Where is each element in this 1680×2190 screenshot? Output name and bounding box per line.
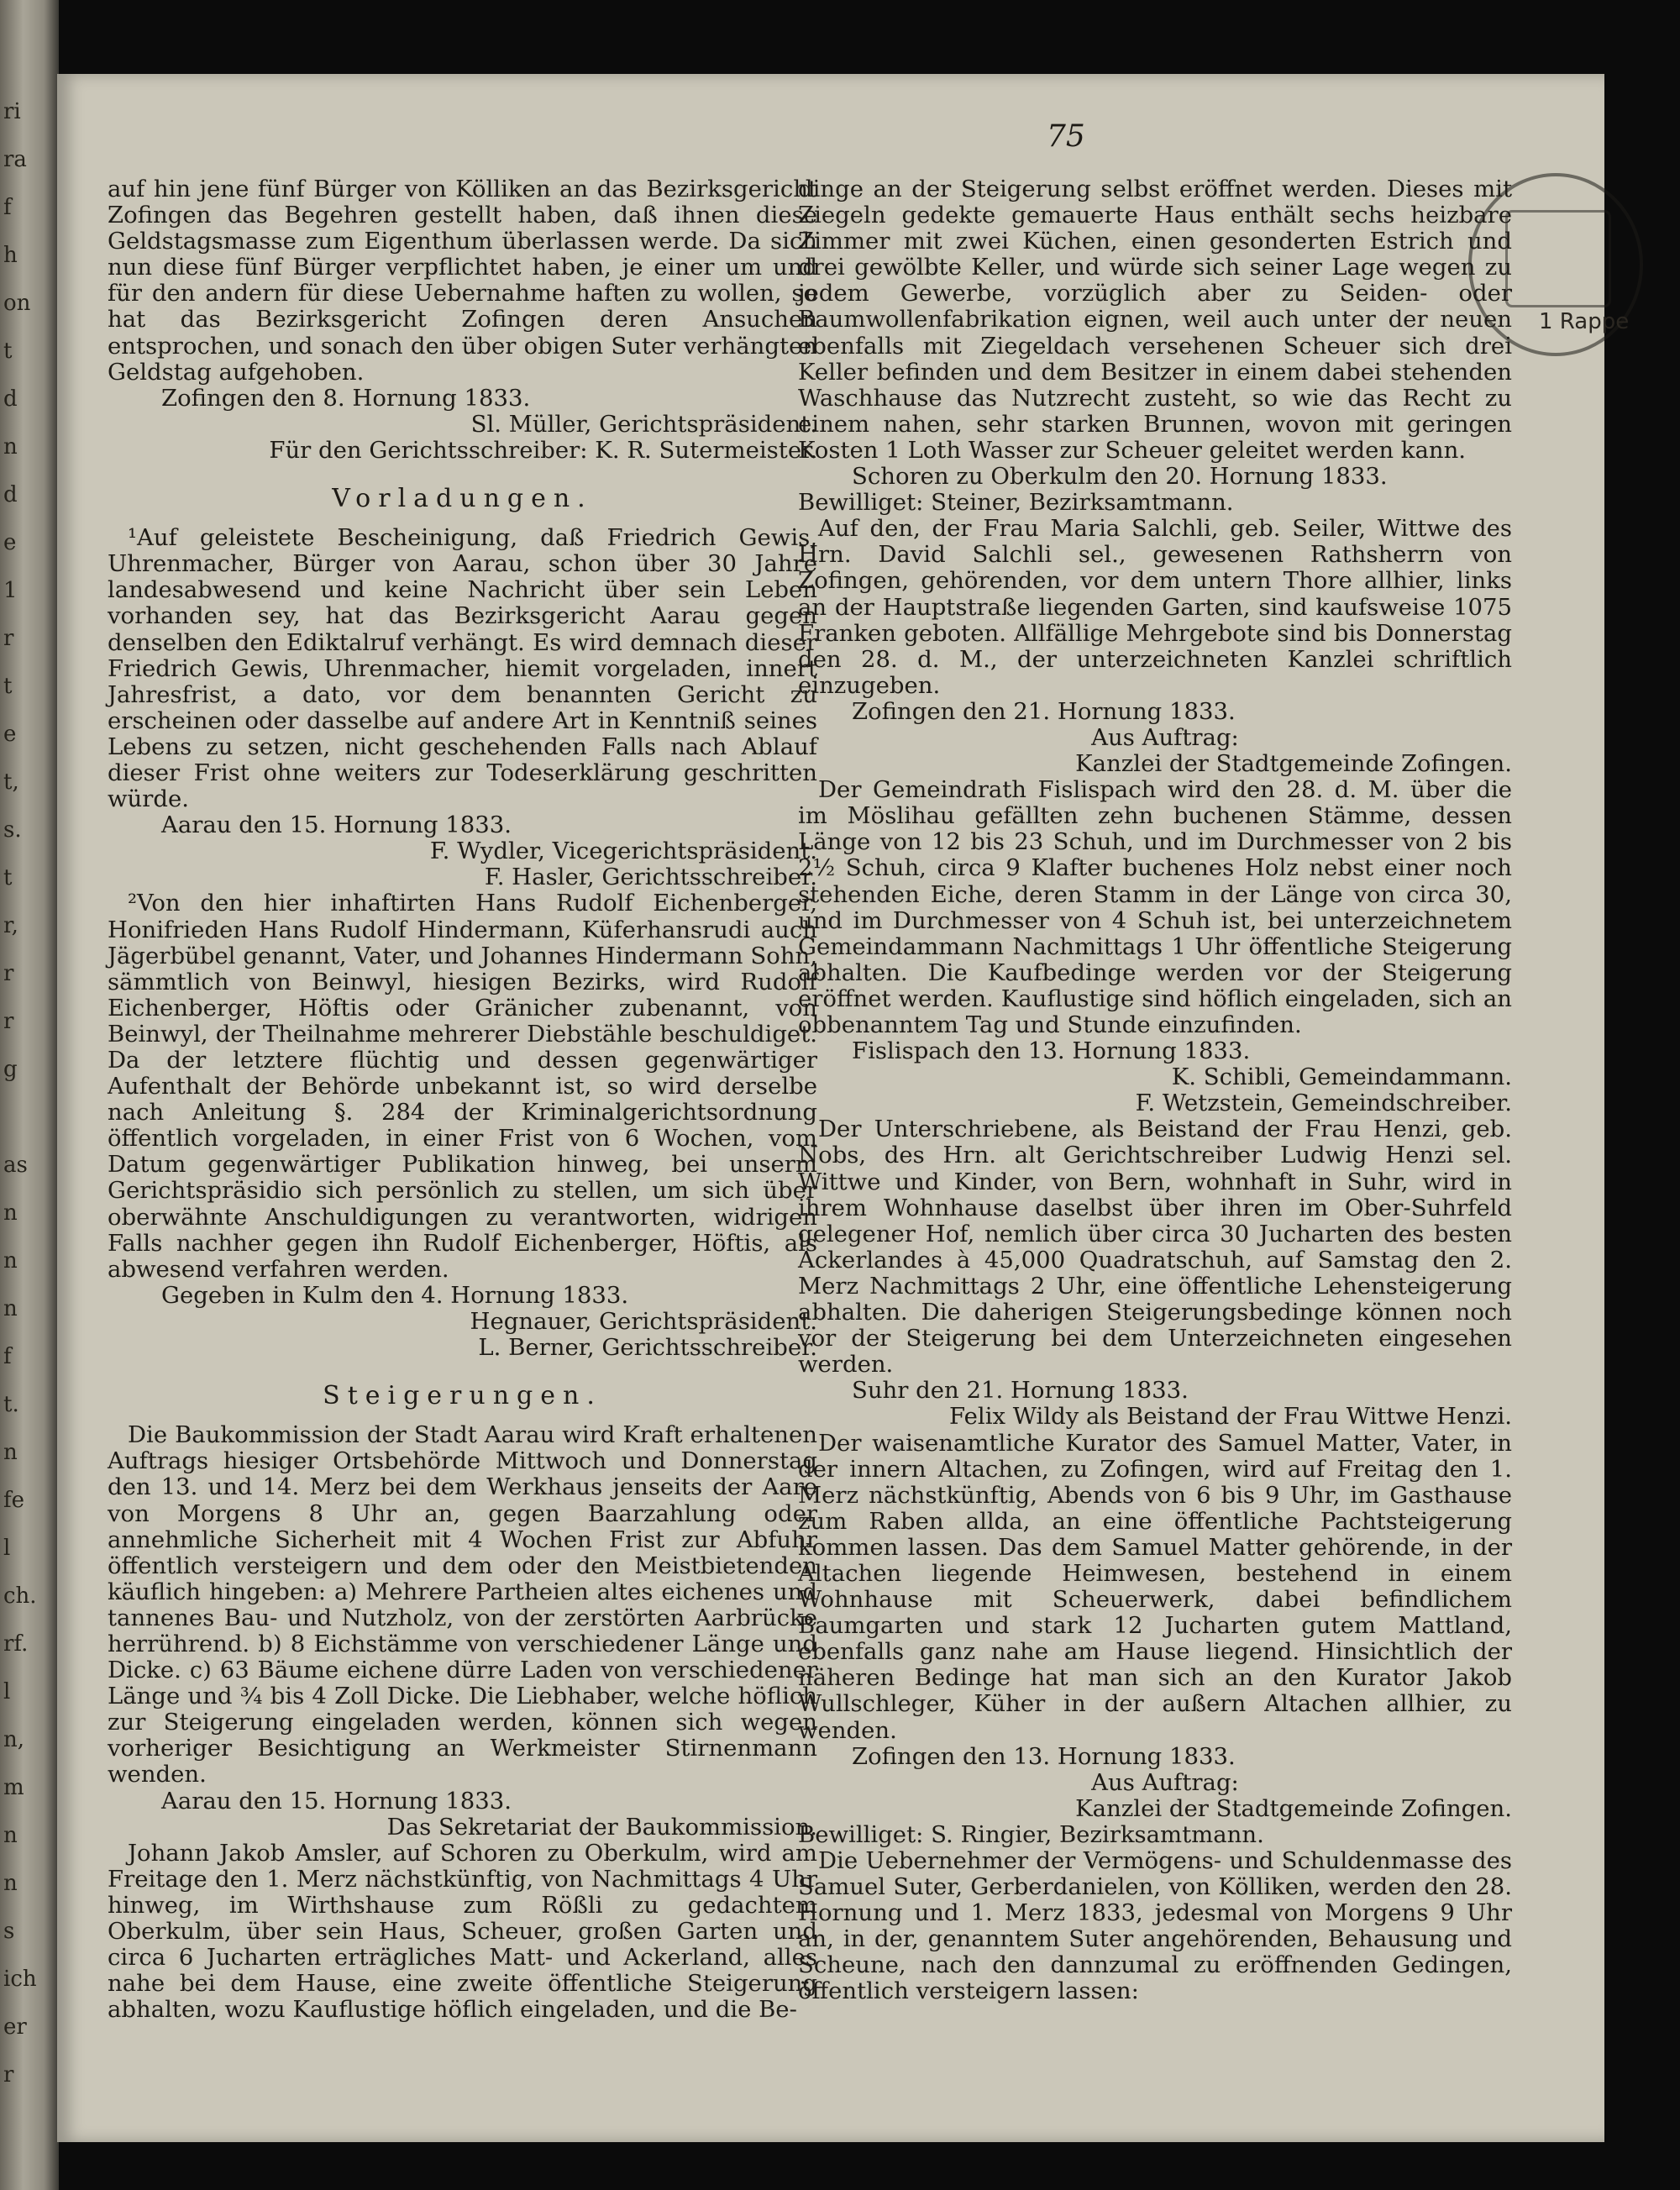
left-column [108,176,817,2023]
notice-line: Fislispach den 13. Hornung 1833. [852,1037,1251,1065]
margin-fragment: n [3,1871,18,1896]
right-column [798,176,1512,2005]
margin-fragment: t [3,674,13,699]
margin-fragment: t [3,865,13,890]
notice-paragraph: Der Unterschriebene, als Beistand der Frau Henzi, geb. Nobs, des Hrn. alt Gerichtschreiber Ludwig Henzi sel. Wittwe und Kinder, von Bern, wohnhaft in Suhr, wird in ihrem Wohnhause daselbst über ihren im Ober-Suhrfeld gelegener Hof, nemlich über circa 30 Jucharten des besten Ackerlandes à 45,000 Quadratschuh, auf Samstag den 2. Merz Nachmittags 2 Uhr, eine öffentliche Lehensteigerung abhalten. Die daherigen Steigerungsbedinge können noch vor der Steigerung bei dem Unterzeichneten eingesehen werden. [798,1116,1512,1379]
margin-fragment: r [3,1009,14,1034]
section-heading: Steigerungen. [323,1381,602,1411]
notice-line: Felix Wildy als Beistand der Frau Wittwe Henzi. [949,1403,1512,1431]
margin-fragment: r, [3,913,18,938]
notice-paragraph: ¹Auf geleistete Bescheinigung, daß Friedrich Gewis, Uhrenmacher, Bürger von Aarau, schon über 30 Jahre landesabwesend und keine Nachricht über sein Leben vorhanden sey, hat das Bezirksgericht Aarau gegen denselben den Ediktalruf verhängt. Es wird demnach dieser Friedrich Gewis, Uhrenmacher, hiemit vorgeladen, innert Jahresfrist, a dato, vor dem benannten Gericht zu erscheinen oder dasselbe auf andere Art in Kenntniß seines Lebens zu setzen, nicht geschehenden Falls nach Ablauf dieser Frist ohne weiters zur Todeserklärung geschritten würde. [108,524,817,813]
section-heading: Vorladungen. [332,484,593,514]
margin-fragment: er [3,2014,27,2040]
stamp-emblem-icon [1505,210,1611,307]
margin-fragment: t. [3,1392,19,1417]
margin-fragment: n [3,1440,18,1465]
notice-paragraph: dinge an der Steigerung selbst eröffnet werden. Dieses mit Ziegeln gedekte gemauerte Haus enthält sechs heizbare Zimmer mit zwei Küchen, einen gesonderten Estrich und drei gewölbte Keller, und würde sich seiner Lage wegen zu jedem Gewerbe, vorzüglich aber zu Seiden- oder Baumwollenfabrikation eignen, weil auch unter der neuen ebenfalls mit Ziegeldach versehenen Scheuer sich drei Keller befinden und dem Besitzer in einem dabei stehenden Waschhause das Nutzrecht zusteht, so wie das Recht zu einem nahen, sehr starken Brunnen, wovon mit geringen Kosten 1 Loth Wasser zur Scheuer geleitet werden kann. [798,176,1512,464]
notice-line: Aarau den 15. Hornung 1833. [161,811,512,839]
notice-paragraph: Auf den, der Frau Maria Salchli, geb. Seiler, Wittwe des Hrn. David Salchli sel., gewesenen Rathsherrn von Zofingen, gehörenden, vor dem untern Thore allhier, links an der Hauptstraße liegenden Garten, sind kaufsweise 1075 Franken geboten. Allfällige Mehrgebote sind bis Donnerstag den 28. d. M., der unterzeichneten Kanzlei schriftlich einzugeben. [798,515,1512,699]
notice-paragraph: Bewilliget: S. Ringier, Bezirksamtmann. [798,1820,1264,1848]
page-number: 75 [1047,119,1085,154]
margin-fragment: as [3,1153,28,1178]
margin-fragment: e [3,530,17,555]
book-spine [0,0,59,2190]
notice-line: Zofingen den 8. Hornung 1833. [161,384,531,412]
notice-line: Aarau den 15. Hornung 1833. [161,1787,512,1814]
margin-fragment: ch. [3,1583,37,1609]
notice-line: Zofingen den 21. Hornung 1833. [852,697,1236,725]
notice-line: Kanzlei der Stadtgemeinde Zofingen. [1075,750,1512,778]
newspaper-page [57,74,1630,2142]
notice-line: Suhr den 21. Hornung 1833. [852,1377,1189,1405]
margin-fragment: d [3,482,18,507]
notice-line: Kanzlei der Stadtgemeinde Zofingen. [1075,1794,1512,1822]
notice-line: Aus Auftrag: [1091,723,1239,751]
notice-paragraph: Der waisenamtliche Kurator des Samuel Matter, Vater, in der innern Altachen, zu Zofingen, wird auf Freitag den 1. Merz nächstkünftig, Abends von 6 bis 9 Uhr, im Gasthause zum Raben allda, an eine öffentliche Pachtsteigerung kommen lassen. Das dem Samuel Matter gehörende, in der Altachen liegende Heimwesen, bestehend in einem Wohnhause mit Scheuerwerk, dabei befindlichem Baumgarten und stark 12 Jucharten gutem Mattland, ebenfalls ganz nahe am Hause liegend. Hinsichtlich der näheren Bedinge hat man sich an den Kurator Jakob Wullschleger, Küher in der außern Altachen allhier, zu wenden. [798,1429,1512,1744]
notice-line: Hegnauer, Gerichtspräsident. [470,1307,817,1335]
notice-line: F. Wydler, Vicegerichtspräsident. [429,838,817,865]
margin-fragment: on [3,291,31,316]
margin-fragment: s. [3,817,22,843]
margin-fragment: l [3,1536,11,1561]
margin-fragment: t [3,339,13,364]
notice-paragraph: auf hin jene fünf Bürger von Kölliken an das Bezirksgericht Zofingen das Begehren gestellt haben, daß ihnen diese Geldstagsmasse zum Eigenthum überlassen werde. Da sich nun diese fünf Bürger verpflichtet haben, je einer um und für den andern für diese Uebernahme haften zu wollen, so hat das Bezirksgericht Zofingen deren Ansuchen entsprochen, und sonach den über obigen Suter verhängten Geldstag aufgehoben. [108,176,817,386]
margin-fragment: d [3,386,18,412]
margin-fragment: n [3,1823,18,1848]
notice-paragraph: Der Gemeindrath Fislispach wird den 28. d. M. über die im Möslihau gefällten zehn buchenen Stämme, dessen Länge von 12 bis 23 Schuh, und im Durchmesser von 2 bis 2½ Schuh, circa 9 Klafter buchenes Holz nebst einer noch stehenden Eiche, deren Stamm in der Länge von circa 30, und im Durchmesser von 4 Schuh ist, bei unterzeichnetem Gemeindammann Nachmittags 1 Uhr öffentliche Steigerung abhalten. Die Kaufbedinge werden vor der Steigerung eröffnet werden. Kauflustige sind höflich eingeladen, sich an obbenanntem Tag und Stunde einzufinden. [798,776,1512,1038]
notice-paragraph: Die Baukommission der Stadt Aarau wird Kraft erhaltenen Auftrags hiesiger Ortsbehörde Mittwoch und Donnerstag den 13. und 14. Merz bei dem Werkhaus jenseits der Aare von Morgens 8 Uhr an, gegen Baarzahlung oder annehmliche Sicherheit mit 4 Wochen Frist zur Abfuhr öffentlich versteigern und dem oder den Meistbietenden käuflich hingeben: a) Mehrere Partheien altes eichenes und tannenes Bau- und Nutzholz, von der zerstörten Aarbrücke herrührend. b) 8 Eichstämme von verschiedener Länge und Dicke. c) 63 Bäume eichene dürre Laden von verschiedener Länge und ¾ bis 4 Zoll Dicke. Die Liebhaber, welche höflich zur Steigerung eingeladen werden, können sich wegen vorheriger Besichtigung an Werkmeister Stirnenmann wenden. [108,1421,817,1788]
stamp-label: 1 Rappe [1539,309,1630,334]
notice-line: Aus Auftrag: [1091,1768,1239,1796]
margin-fragment: r [3,2062,14,2088]
notice-paragraph: Bewilliget: Steiner, Bezirksamtmann. [798,489,1234,517]
notice-line: Für den Gerichtsschreiber: K. R. Sutermeister. [269,436,817,464]
margin-fragment: n [3,434,18,460]
margin-fragment: fe [3,1488,25,1513]
notice-paragraph: Johann Jakob Amsler, auf Schoren zu Oberkulm, wird am Freitage den 1. Merz nächstkünftig, von Nachmittags 4 Uhr hinweg, im Wirthshause zum Rößli zu gedachtem Oberkulm, über sein Haus, Scheuer, großen Garten und circa 6 Jucharten erträgliches Matt- und Ackerland, alles nahe bei dem Hause, eine zweite öffentliche Steigerung abhalten, wozu Kauflustige höflich eingeladen, und die Be- [108,1839,817,2024]
margin-fragment: f [3,1344,12,1369]
margin-fragment: n, [3,1727,25,1752]
margin-fragment: r [3,626,14,651]
margin-fragment: h [3,243,18,268]
notice-line: Gegeben in Kulm den 4. Hornung 1833. [161,1281,629,1309]
notice-line: L. Berner, Gerichtsschreiber. [478,1334,817,1362]
notice-line: Sl. Müller, Gerichtspräsident. [470,410,817,438]
notice-line: F. Wetzstein, Gemeindschreiber. [1135,1090,1512,1117]
margin-fragment: g [3,1057,18,1082]
margin-fragment: s [3,1919,15,1944]
margin-fragment: n [3,1296,18,1321]
margin-fragment: 1 [3,578,18,603]
notice-paragraph: Die Uebernehmer der Vermögens- und Schuldenmasse des Samuel Suter, Gerberdanielen, von Kölliken, werden den 28. Hornung und 1. Merz 1833, jedesmal von Morgens 9 Uhr an, in der, genanntem Suter angehörenden, Behausung und Scheune, nach den dannzumal zu eröffnenden Gedingen, öffentlich versteigern lassen: [798,1847,1512,2005]
notice-line: Das Sekretariat der Baukommission. [386,1813,817,1841]
margin-fragment: n [3,1200,18,1226]
notice-line: F. Hasler, Gerichtsschreiber. [484,864,817,891]
notice-line: K. Schibli, Gemeindammann. [1171,1063,1512,1091]
margin-fragment: l [3,1679,11,1704]
margin-fragment: ich [3,1967,37,1992]
margin-fragment: r [3,961,14,986]
margin-fragment: rf. [3,1631,29,1657]
margin-fragment: e [3,722,17,747]
margin-fragment: ri [3,99,21,124]
notice-line: Schoren zu Oberkulm den 20. Hornung 1833. [852,463,1388,491]
notice-paragraph: ²Von den hier inhaftirten Hans Rudolf Eichenberger, Honifrieden Hans Rudolf Hindermann, Küferhansrudi auch Jägerbübel genannt, Vater, und Johannes Hindermann Sohn, sämmtlich von Beinwyl, hiesigen Bezirks, wird Rudolf Eichenberger, Höftis oder Gränicher zubenannt, von Beinwyl, der Theilnahme mehrerer Diebstähle beschuldiget. Da der letztere flüchtig und dessen gegenwärtiger Aufenthalt der Behörde unbekannt ist, so wird derselbe nach Anleitung §. 284 der Kriminalgerichtsordnung öffentlich vorgeladen, in einer Frist von 6 Wochen, vom Datum gegenwärtiger Publikation hinweg, bei unserm Gerichtspräsidio sich persönlich zu stellen, um sich über oberwähnte Anschuldigungen zu verantworten, widrigen Falls nachher gegen ihn Rudolf Eichenberger, Höftis, als abwesend verfahren werden. [108,890,817,1283]
margin-fragment: m [3,1775,24,1800]
margin-fragment: n [3,1248,18,1274]
margin-fragment: f [3,195,12,220]
margin-fragment: ra [3,147,27,172]
notice-line: Zofingen den 13. Hornung 1833. [852,1742,1236,1770]
margin-fragment: t, [3,769,19,795]
